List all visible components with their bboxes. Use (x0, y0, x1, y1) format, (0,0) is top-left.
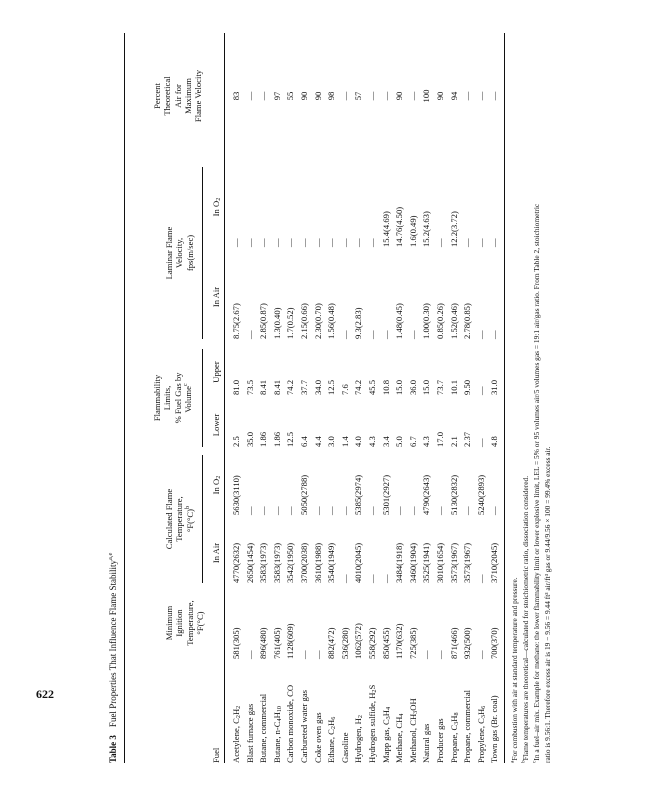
cell-air: 3583(1973) (258, 542, 269, 583)
cell-vair: — (367, 330, 377, 339)
cell-up: 9.50 (462, 379, 473, 395)
cell-up: 8.41 (271, 379, 282, 395)
cell-up: 7.6 (339, 384, 350, 395)
footnote-b: $^b$Flame temperatures are theoretical—calculated for stoichiometric ratio, dissociation considered. (520, 475, 530, 763)
cell-ign: 871(466) (448, 627, 459, 659)
cell-vair: 1.00(0.30) (421, 303, 432, 339)
cell-pct: — (489, 91, 500, 101)
cell-vo2: — (475, 238, 486, 247)
flammability-underline (202, 349, 203, 447)
header-calc-in-o2: In $O_2$ (211, 475, 223, 495)
cell-low: 1.86 (271, 431, 282, 447)
laminar-underline (202, 167, 203, 339)
cell-vair: 2.30(0.70) (312, 303, 323, 339)
table-row (381, 33, 393, 763)
cell-vair: — (339, 330, 350, 339)
cell-up: 81.0 (231, 379, 241, 395)
cell-o2: 4790(2643) (421, 474, 432, 515)
cell-low: 6.7 (407, 436, 418, 447)
header-laminar: Laminar Flame Velocity, fps(m/sec) (164, 226, 195, 280)
cell-vair: 9.3(2.83) (353, 307, 364, 339)
cell-up: 8.41 (258, 379, 269, 395)
fuel-cell: Carbureted water gas (299, 689, 309, 763)
cell-low: 3.4 (380, 436, 391, 447)
cell-vair: — (489, 330, 500, 339)
cell-low: 5.0 (394, 436, 405, 447)
table-row (272, 33, 284, 763)
cell-low: 12.5 (285, 431, 296, 447)
cell-ign: 761(405) (271, 627, 282, 659)
table-row (231, 33, 243, 763)
cell-air: 3610(1988) (312, 542, 323, 583)
cell-air: 4770(2632) (231, 542, 241, 583)
table-row (408, 33, 420, 763)
cell-vo2: — (462, 238, 473, 247)
header-rule (224, 33, 225, 763)
cell-up: 36.0 (407, 379, 418, 395)
fuel-cell: Gasoline (339, 732, 350, 763)
cell-pct: 90 (299, 91, 309, 101)
cell-low: 2.5 (231, 436, 241, 447)
cell-up: 15.0 (394, 379, 405, 395)
table-label: Table 3 (108, 735, 118, 763)
cell-up: 73.7 (435, 379, 445, 395)
cell-vo2: — (353, 238, 364, 247)
table-row (340, 33, 352, 763)
cell-o2: 5240(2893) (475, 474, 486, 515)
footnote-a: $^a$For combustion with air at standard temperature and pressure. (509, 577, 519, 763)
cell-low: 4.0 (353, 436, 364, 447)
header-fuel: Fuel (211, 747, 221, 763)
cell-pct: — (367, 91, 377, 101)
cell-low: 1.4 (339, 436, 350, 447)
cell-up: — (475, 386, 486, 395)
cell-up: 73.5 (244, 379, 255, 395)
cell-ign: — (299, 650, 309, 659)
cell-vair: 8.75(2.67) (231, 303, 241, 339)
cell-low: 1.86 (258, 431, 269, 447)
cell-up: 10.1 (448, 379, 459, 395)
header-lower: Lower (211, 413, 221, 437)
cell-pct: — (258, 91, 269, 101)
cell-up: 74.2 (353, 379, 364, 395)
cell-vo2: — (312, 238, 323, 247)
cell-low: — (475, 438, 486, 447)
fuel-cell: Hydrogen, $H_2$ (353, 715, 365, 763)
fuel-cell: Propane, commercial (462, 689, 473, 763)
table-row (245, 33, 257, 763)
cell-vair: 2.78(0.85) (462, 303, 473, 339)
header-calc-in-air: In Air (211, 542, 221, 564)
table-title-sup: a,e (107, 552, 114, 560)
cell-ign: 896(480) (258, 627, 269, 659)
cell-vair: 1.48(0.45) (394, 303, 405, 339)
cell-o2: — (326, 506, 337, 515)
cell-air: — (380, 574, 391, 583)
cell-ign: 932(500) (462, 627, 473, 659)
cell-o2: 5630(3110) (231, 475, 241, 515)
cell-vo2: — (299, 238, 309, 247)
cell-ign: — (244, 650, 255, 659)
cell-air: 4010(2045) (353, 542, 364, 583)
table-row (326, 33, 338, 763)
fuel-cell: Butane, $n-C_4H_{10}$ (271, 705, 284, 763)
fuel-cell: Hydrogen sulfide, $H_2S$ (367, 684, 379, 763)
table-title: Fuel Properties That Influence Flame Stability (108, 560, 118, 728)
rotated-table (108, 33, 578, 763)
cell-vo2: 15.4(4.69) (380, 211, 391, 247)
cell-up: 74.2 (285, 379, 296, 395)
table-row (449, 33, 461, 763)
fuel-cell: Producer gas (435, 718, 445, 763)
table-row (299, 33, 311, 763)
cell-air: — (475, 574, 486, 583)
cell-vo2: — (435, 238, 445, 247)
cell-ign: 850(455) (380, 627, 391, 659)
cell-up: 31.0 (489, 379, 500, 395)
cell-o2: — (312, 506, 323, 515)
cell-low: 2.1 (448, 436, 459, 447)
table-row (476, 33, 488, 763)
cell-vair: — (380, 330, 391, 339)
fuel-cell: Propane, $C_3H_8$ (448, 712, 460, 763)
fuel-cell: Town gas (Br. coal) (489, 695, 500, 763)
cell-o2: — (244, 506, 255, 515)
table-row (285, 33, 297, 763)
cell-pct: 90 (435, 91, 445, 101)
cell-pct: 97 (271, 91, 282, 101)
cell-up: 34.0 (312, 379, 323, 395)
table-row (435, 33, 447, 763)
header-laminar-in-o2: In $O_2$ (211, 197, 223, 217)
header-laminar-in-air: In Air (211, 286, 221, 308)
cell-vo2: 1.6(0.49) (407, 215, 418, 247)
cell-o2: — (339, 506, 350, 515)
cell-pct: 83 (231, 91, 241, 101)
cell-pct: — (339, 91, 350, 101)
cell-vo2: 14.76(4.50) (394, 206, 405, 247)
cell-low: 4.3 (367, 436, 377, 447)
cell-ign: 558(292) (367, 627, 377, 659)
cell-air: — (367, 574, 377, 583)
table-row (367, 33, 379, 763)
cell-vair: — (244, 330, 255, 339)
cell-pct: 57 (353, 91, 364, 101)
table-caption (108, 553, 119, 763)
header-min-ignition: Minimum Ignition Temperature, °F(°C) (164, 600, 205, 646)
fuel-cell: Methane, $CH_4$ (394, 713, 406, 763)
fuel-cell: Mapp gas, $C_3H_4$ (380, 706, 392, 763)
cell-vo2: — (326, 238, 337, 247)
cell-o2: — (271, 506, 282, 515)
cell-vair: — (407, 330, 418, 339)
cell-pct: 94 (448, 91, 459, 101)
table-row (394, 33, 406, 763)
cell-vair: 1.3(0.40) (271, 307, 282, 339)
fuel-cell: Blast furnace gas (244, 703, 255, 763)
cell-o2: — (394, 506, 405, 515)
cell-low: 6.4 (299, 436, 309, 447)
cell-vo2: 15.2(4.63) (421, 211, 432, 247)
cell-air: 3573(1967) (462, 542, 473, 583)
cell-ign: — (475, 650, 486, 659)
cell-pct: 90 (394, 91, 405, 101)
table-row (313, 33, 325, 763)
cell-pct: — (244, 91, 255, 101)
cell-vo2: — (339, 238, 350, 247)
top-rule (124, 33, 125, 763)
page-number: 622 (36, 687, 54, 701)
fuel-cell: Butane, commercial (258, 693, 269, 763)
cell-air: 2650(1454) (244, 542, 255, 583)
cell-vo2: — (244, 238, 255, 247)
cell-low: 2.37 (462, 431, 473, 447)
cell-o2: 5301(2927) (380, 474, 391, 515)
fuel-cell: Methanol, $CH_3OH$ (407, 698, 420, 763)
cell-vair: 1.52(0.46) (448, 303, 459, 339)
cell-vair: 1.56(0.48) (326, 303, 337, 339)
cell-o2: — (367, 506, 377, 515)
cell-vair: 2.15(0.66) (299, 303, 309, 339)
cell-o2: — (285, 506, 296, 515)
header-calc-flame: Calculated Flame Temperature, $^\circ F(^\circ C)^b$ (164, 488, 195, 550)
cell-o2: — (435, 506, 445, 515)
cell-pct: 90 (312, 91, 323, 101)
header-percent-air: Percent Theoretical Air for Maximum Flame Velocity (152, 69, 204, 123)
cell-o2: 5050(2788) (299, 474, 309, 515)
cell-air: 3484(1918) (394, 542, 405, 583)
calc-flame-underline (202, 455, 203, 583)
cell-ign: 700(370) (489, 627, 500, 659)
bottom-rule (504, 33, 505, 763)
cell-low: 4.3 (421, 436, 432, 447)
cell-vo2: — (285, 238, 296, 247)
cell-air: 3583(1973) (271, 542, 282, 583)
cell-up: 37.7 (299, 379, 309, 395)
cell-ign: 1062(572) (353, 623, 364, 659)
cell-vo2: — (258, 238, 269, 247)
cell-vo2: 12.2(3.72) (448, 211, 459, 247)
cell-air: 3700(2038) (299, 542, 309, 583)
cell-air: 3525(1941) (421, 542, 432, 583)
fuel-cell: Natural gas (421, 723, 432, 763)
cell-pct: 98 (326, 91, 337, 101)
cell-up: 15.0 (421, 379, 432, 395)
cell-vo2: — (489, 238, 500, 247)
cell-air: 3540(1949) (326, 542, 337, 583)
cell-o2: 5385(2974) (353, 474, 364, 515)
fuel-cell: Propylene, $C_3H_6$ (475, 705, 488, 763)
cell-pct: — (475, 91, 486, 101)
cell-ign: — (421, 650, 432, 659)
header-upper: Upper (211, 361, 221, 383)
cell-vo2: — (271, 238, 282, 247)
cell-ign: 1128(609) (285, 623, 296, 659)
cell-o2: — (462, 506, 473, 515)
cell-up: 10.8 (380, 379, 391, 395)
fuel-cell: Ethane, $C_2H_6$ (326, 716, 338, 763)
cell-air: 3460(1904) (407, 542, 418, 583)
fuel-cell: Acetylene, $C_2H_2$ (231, 705, 243, 763)
cell-air: 3710(2045) (489, 542, 500, 583)
cell-ign: 882(472) (326, 627, 337, 659)
cell-ign: 581(305) (231, 627, 241, 659)
cell-air: — (339, 574, 350, 583)
cell-low: 4.4 (312, 436, 323, 447)
cell-vair: 1.7(0.52) (285, 307, 296, 339)
cell-pct: — (462, 91, 473, 101)
table-row (353, 33, 365, 763)
table-row (258, 33, 270, 763)
footnote-c-continued: ratio is 9.56:1. Therefore excess air is 19 − 9.56 = 9.44 ft³ air/ft³ gas or 9.44/9.56 × 100 = 99.4% excess air. (543, 446, 552, 763)
cell-ign: — (435, 650, 445, 659)
cell-pct: — (380, 91, 391, 101)
table-row (421, 33, 433, 763)
cell-vo2: — (231, 238, 241, 247)
header-flammability: Flammability Limits, % Fuel Gas by Volume$^c$ (152, 372, 193, 424)
cell-low: 3.0 (326, 436, 337, 447)
cell-air: 3542(1950) (285, 542, 296, 583)
cell-vo2: — (367, 238, 377, 247)
cell-low: 4.8 (489, 436, 500, 447)
cell-low: 35.0 (244, 431, 255, 447)
cell-vair: 2.85(0.87) (258, 303, 269, 339)
table-row (462, 33, 474, 763)
cell-air: 3573(1967) (448, 542, 459, 583)
cell-pct: 100 (421, 89, 432, 103)
fuel-cell: Carbon monoxide, CO (285, 684, 296, 763)
cell-ign: 1170(632) (394, 623, 405, 659)
cell-ign: 725(385) (407, 627, 418, 659)
cell-pct: — (407, 91, 418, 101)
cell-ign: 536(280) (339, 627, 350, 659)
cell-o2: 5130(2832) (448, 474, 459, 515)
cell-pct: 55 (285, 91, 296, 101)
cell-up: 45.5 (367, 379, 377, 395)
cell-air: 3010(1654) (435, 542, 445, 583)
cell-vair: 0.85(0.26) (435, 303, 445, 339)
cell-o2: — (258, 506, 269, 515)
fuel-cell: Coke oven gas (312, 712, 323, 763)
cell-o2: — (489, 506, 500, 515)
footnote-c: $^c$In a fuel–air mix. Example for methane: the lower flammability limit or lower explosive limit, LEL = 5% or 95 volumes air/5 volumes gas = 19:1 air/gas ratio. From Table 2, stoichiometric (531, 203, 541, 763)
table-row (489, 33, 501, 763)
cell-ign: — (312, 650, 323, 659)
cell-low: 17.0 (435, 431, 445, 447)
cell-o2: — (407, 506, 418, 515)
cell-up: 12.5 (326, 379, 337, 395)
cell-vair: — (475, 330, 486, 339)
